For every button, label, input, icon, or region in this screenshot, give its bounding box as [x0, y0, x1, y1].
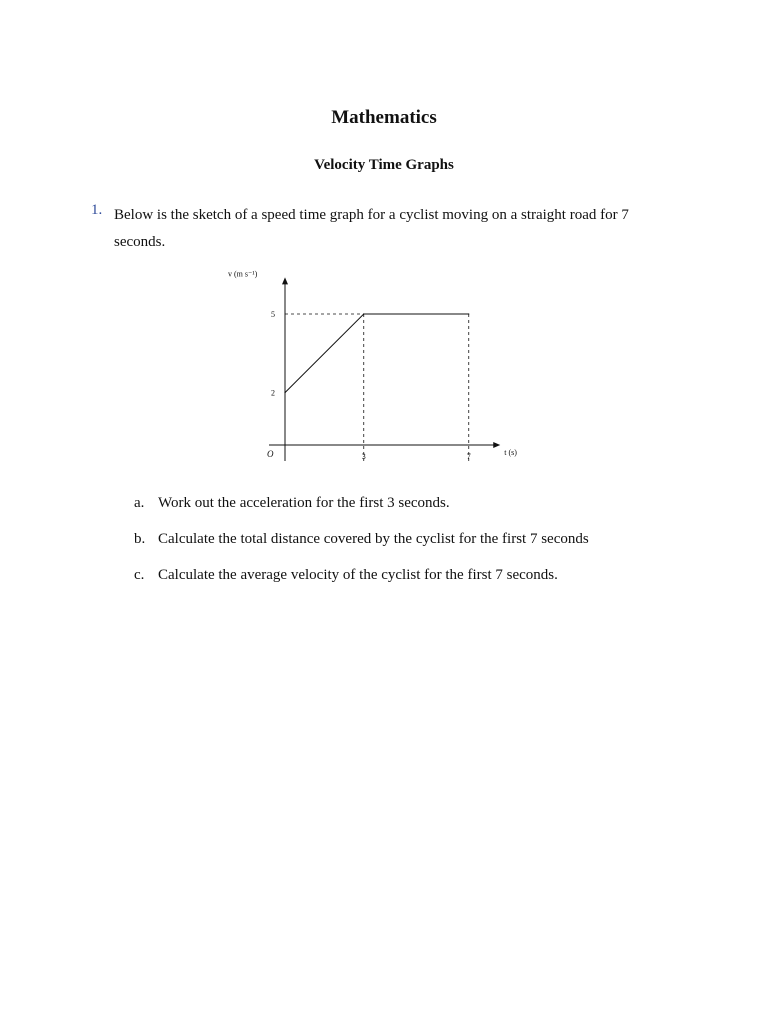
sub-question-c [134, 567, 558, 584]
sub-question-text: Work out the acceleration for the first 3 seconds. [158, 495, 450, 511]
y-axis-label: v (m s⁻¹) [228, 269, 258, 279]
y-tick-label: 5 [271, 310, 275, 319]
x-tick-label: 3 [361, 452, 366, 461]
question-number: 1. [91, 202, 103, 218]
sub-question-b [134, 531, 589, 548]
sub-question-letter: b. [134, 531, 146, 547]
x-axis-label: t (s) [504, 448, 517, 457]
x-tick-label: 7 [466, 452, 471, 461]
series-line [285, 314, 469, 393]
question-text: Below is the sketch of a speed time graph for a cyclist moving on a straight road for 7 seconds. [114, 207, 629, 250]
page-subtitle: Velocity Time Graphs [314, 157, 454, 173]
sub-question-text: Calculate the total distance covered by the cyclist for the first 7 seconds [158, 531, 589, 547]
x-axis-arrow [493, 442, 500, 448]
data-point [284, 392, 285, 393]
data-point [363, 313, 364, 314]
data-point [468, 313, 469, 314]
origin-label: O [267, 449, 274, 459]
y-tick-label: 2 [271, 388, 275, 398]
sub-question-letter: c. [134, 567, 145, 583]
sub-question-a [134, 495, 450, 512]
page-title: Mathematics [331, 107, 437, 128]
sub-question-text: Calculate the average velocity of the cyclist for the first 7 seconds. [158, 567, 558, 583]
sub-question-letter: a. [134, 495, 145, 511]
y-axis-arrow [282, 277, 288, 284]
